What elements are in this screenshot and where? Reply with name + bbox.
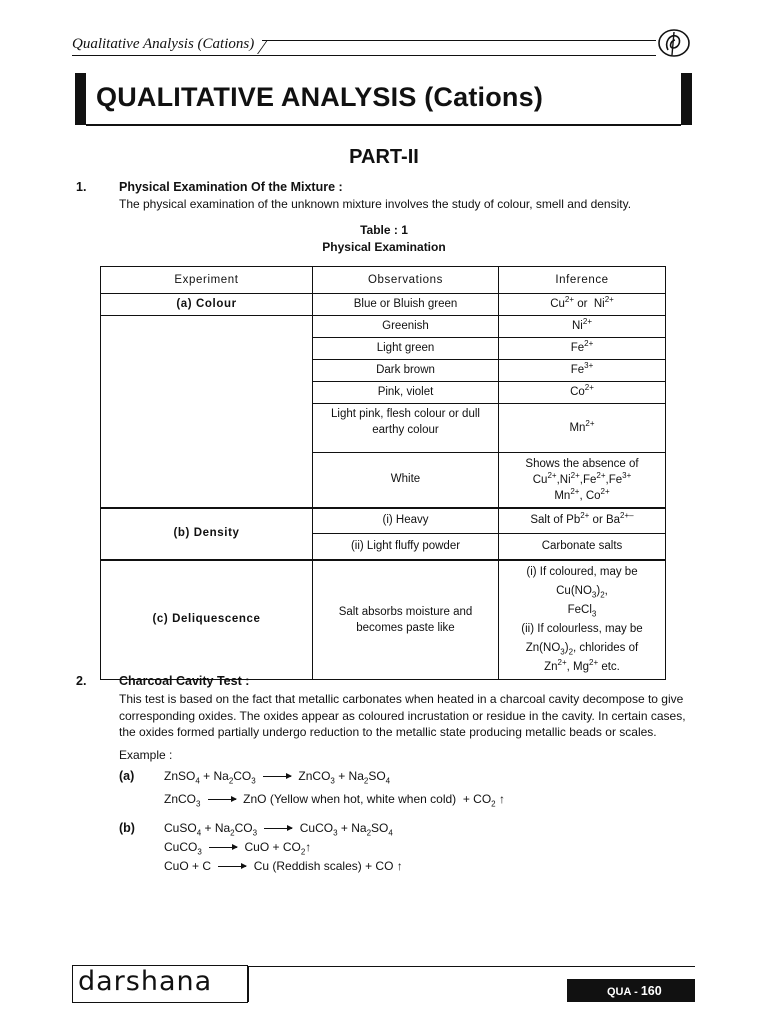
example-label: Example : [119, 748, 173, 762]
footer-rule-tick [248, 966, 261, 1002]
inf-cell: Shows the absence of $Cu^{2+},Ni^{2+},Fe^{2+},Fe^{3+}$ $Mn^{2+}$, $Co^{2+}$ [499, 453, 666, 508]
density-label: (b) Density [101, 508, 313, 560]
zno-note: (Yellow when hot, white when cold) [269, 792, 457, 806]
table-header-row [101, 267, 666, 294]
colour-label: (a) Colour [101, 294, 313, 316]
table-caption-number: Table : 1 [360, 223, 408, 237]
obs-cell: Light pink, flesh colour or dull earthy colour [313, 404, 499, 453]
arrow-icon [208, 799, 236, 800]
header-inference: Inference [499, 267, 666, 294]
absence-text: Shows the absence of [525, 457, 639, 470]
cu-note: (Reddish scales) [272, 859, 362, 873]
section-2-text: This test is based on the fact that metallic carbonates when heated in a charcoal cavity decompose to give corresponding oxides. The oxides appear as coloured incrustation or residue in the cavity. In certain cases, the oxides formed partially undergo reduction to the metallic state producing metallic beads or scales. [119, 692, 686, 739]
equation-b1: CuSO$_4$ + $Na_2CO_3$ CuCO$_3$ + $Na_2SO_4$ [164, 821, 393, 838]
obs-cell: (i) Heavy [313, 508, 499, 534]
header-experiment: Experiment [101, 267, 313, 294]
inf-cell: Carbonate salts [499, 534, 666, 560]
inf-cell: Salt of $Pb^{2+}$ or $Ba^{2+-}$ [499, 508, 666, 534]
equation-b3: CuO + C Cu (Reddish scales) + CO ↑ [164, 859, 403, 873]
publisher-logo-icon [656, 28, 692, 58]
if-coloured-text: (i) If coloured, may be [526, 565, 638, 578]
part-heading: PART-II [349, 146, 419, 168]
equation-a2: ZnCO$_3$ ZnO (Yellow when hot, white when cold) + $CO_2$ ↑ [164, 792, 505, 809]
page-title: QUALITATIVE ANALYSIS (Cations) [96, 82, 544, 112]
equation-b2: CuCO$_3$ CuO + $CO_2↑$ [164, 840, 312, 857]
arrow-icon [263, 776, 291, 777]
title-bar-right [681, 73, 692, 125]
obs-cell: Blue or Bluish green [313, 294, 499, 316]
section-1-text: The physical examination of the unknown mixture involves the study of colour, smell and density. [119, 197, 632, 211]
example-b-label: (b) [119, 821, 135, 835]
page-number: 160 [640, 984, 662, 998]
inf-cell: $Ni^{2+}$ [499, 316, 666, 338]
footer-rule [248, 966, 695, 967]
inf-cell: $Fe^{3+}$ [499, 360, 666, 382]
section-1-heading: Physical Examination Of the Mixture : [119, 180, 343, 194]
table-row [101, 560, 666, 680]
brand-logo: darshana [78, 966, 213, 997]
obs-cell: White [313, 453, 499, 508]
inf-cell: (i) If coloured, may be $Cu(NO_3)_2$, FeCl$_3$ (ii) If colourless, may be $Zn(NO_3)_2$, chlorides of $Zn^{2+}$, $Mg^{2+}$ etc. [499, 560, 666, 680]
header-rule [72, 55, 656, 56]
obs-cell: Greenish [313, 316, 499, 338]
section-2-number: 2. [76, 674, 87, 688]
inf-cell: $Fe^{2+}$ [499, 338, 666, 360]
page-code: QUA - [607, 986, 641, 998]
page-number-badge [567, 979, 695, 1002]
deliquescence-label: (c) Deliquescence [101, 560, 313, 680]
table-row [101, 316, 666, 338]
obs-cell: (ii) Light fluffy powder [313, 534, 499, 560]
inf-cell: $Cu^{2+}$ or $Ni^{2+}$ [499, 294, 666, 316]
physical-examination-table [100, 266, 666, 680]
chlorides-of-text: chlorides of [579, 641, 639, 654]
table-row [101, 294, 666, 316]
arrow-icon [218, 866, 246, 867]
running-title: Qualitative Analysis (Cations) [72, 36, 255, 52]
example-a-label: (a) [119, 769, 135, 783]
obs-cell: Light green [313, 338, 499, 360]
header-rule-upper [262, 40, 656, 41]
title-bar-left [75, 73, 86, 125]
title-underline [86, 124, 681, 126]
section-1-number: 1. [76, 180, 87, 194]
table-caption-title: Physical Examination [322, 240, 446, 254]
arrow-icon [209, 847, 237, 848]
obs-cell: Pink, violet [313, 382, 499, 404]
inf-cell: $Co^{2+}$ [499, 382, 666, 404]
equation-a1: ZnSO$_4$ + $Na_2CO_3$ ZnCO$_3$ + $Na_2SO_4$ [164, 769, 391, 786]
obs-cell: Salt absorbs moisture and becomes paste like [313, 560, 499, 680]
etc-text: etc. [601, 660, 620, 673]
if-colourless-text: (ii) If colourless, may be [521, 622, 643, 635]
obs-cell: Dark brown [313, 360, 499, 382]
inf-cell: $Mn^{2+}$ [499, 404, 666, 453]
table-row [101, 508, 666, 534]
header-observations: Observations [313, 267, 499, 294]
arrow-icon [264, 828, 292, 829]
section-2-heading: Charcoal Cavity Test : [119, 674, 250, 688]
colour-spacer-cell [101, 316, 313, 508]
